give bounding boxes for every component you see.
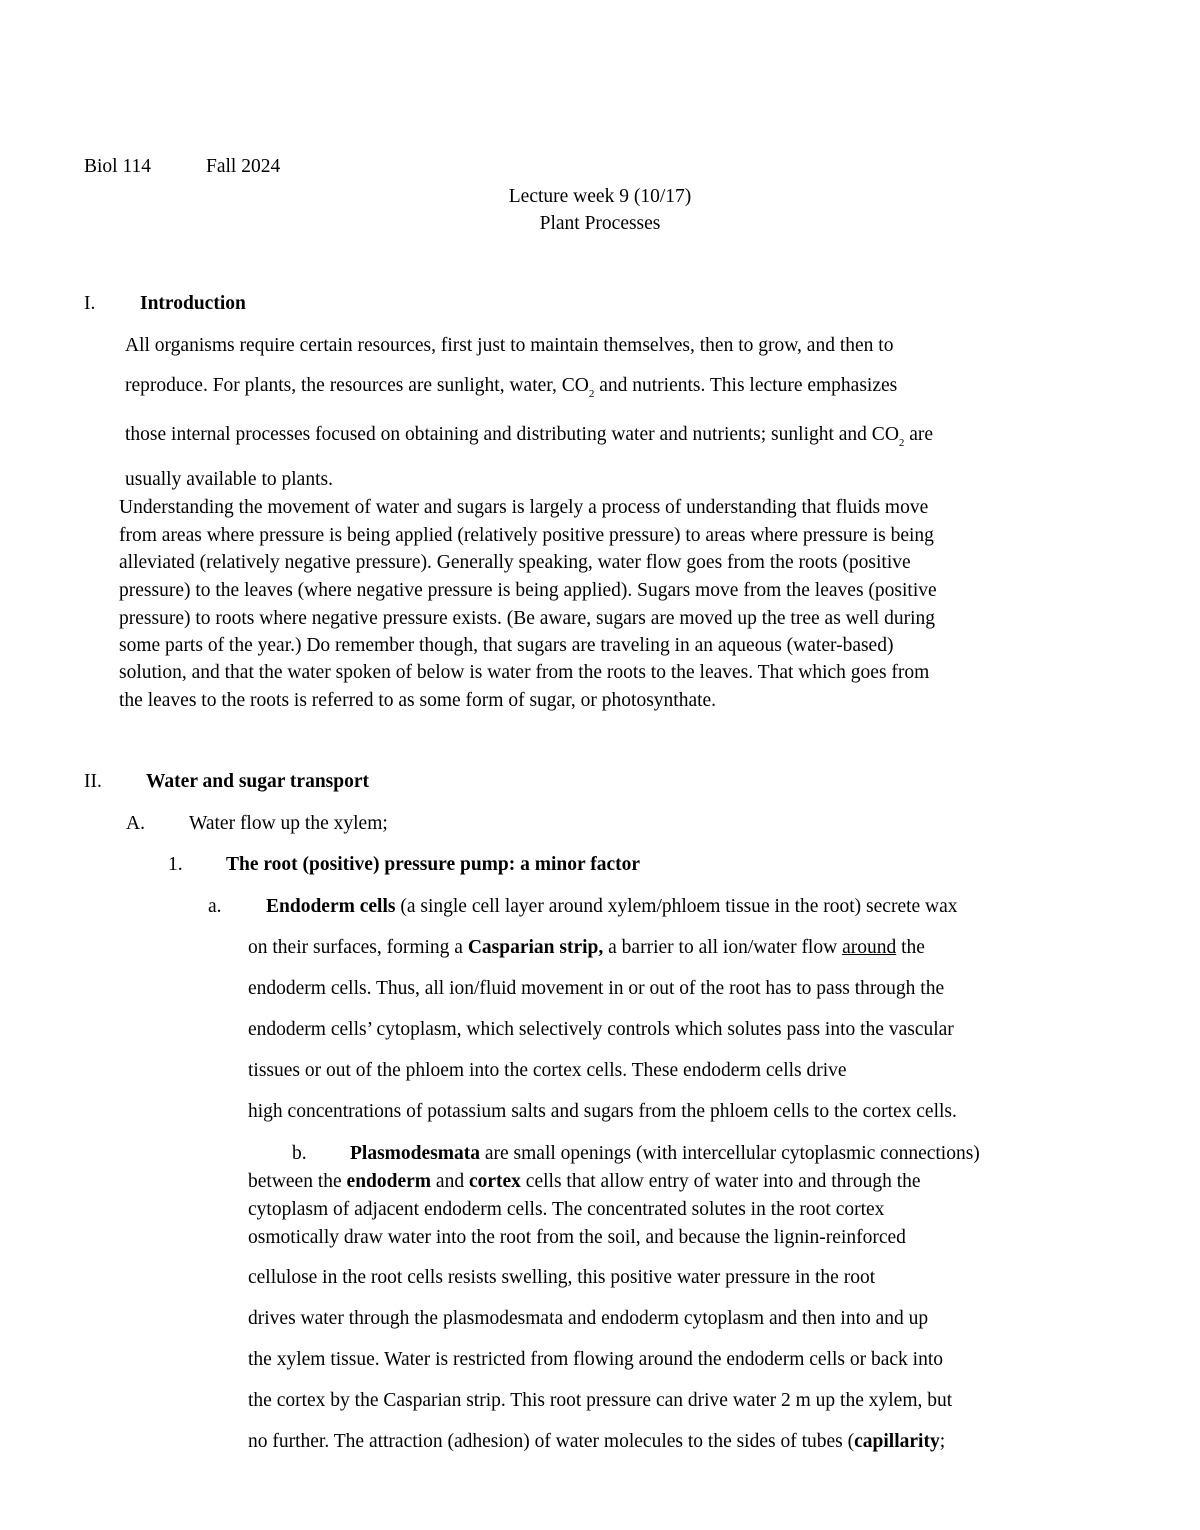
item-1-label: 1. [168, 854, 183, 875]
item-1-heading: The root (positive) pressure pump: a minor factor [226, 854, 640, 875]
item-a-line-2: on their surfaces, forming a Casparian strip, a barrier to all ion/water flow around the [248, 937, 925, 958]
subscript-2: 2 [588, 388, 595, 400]
subsection-a-text: Water flow up the xylem; [189, 813, 388, 834]
section-2-heading: Water and sugar transport [146, 771, 370, 792]
intro-p2-line-7: solution, and that the water spoken of below is water from the roots to the leaves. That which goes from [119, 662, 930, 683]
item-b-line-8: the cortex by the Casparian strip. This root pressure can drive water 2 m up the xylem, but [248, 1390, 953, 1411]
subsection-a-label: A. [126, 813, 145, 834]
underlined-word: around [842, 937, 897, 958]
item-b-line-4: osmotically draw water into the root from the soil, and because the lignin-reinforced [248, 1227, 906, 1248]
item-b-line-6: drives water through the plasmodesmata and endoderm cytoplasm and then into and up [248, 1308, 929, 1329]
item-b-line-9: no further. The attraction (adhesion) of water molecules to the sides of tubes (capillarity; [248, 1431, 946, 1452]
item-a-line-4: endoderm cells’ cytoplasm, which selectively controls which solutes pass into the vascular [248, 1019, 954, 1040]
intro-p2-line-3: alleviated (relatively negative pressure). Generally speaking, water flow goes from the roots (positive [119, 552, 911, 573]
intro-p2-line-6: some parts of the year.) Do remember though, that sugars are traveling in an aqueous (water-based) [119, 635, 894, 656]
course-code: Biol 114 [84, 156, 151, 177]
section-1-numeral: I. [84, 293, 96, 314]
lecture-topic: Plant Processes [539, 213, 661, 234]
item-a-line-6: high concentrations of potassium salts and sugars from the phloem cells to the cortex cells. [248, 1101, 957, 1122]
item-b-line-5: cellulose in the root cells resists swelling, this positive water pressure in the root [248, 1267, 876, 1288]
intro-p2-line-2: from areas where pressure is being applied (relatively positive pressure) to areas where pressure is being [119, 525, 934, 546]
item-b-label: b. [292, 1143, 307, 1164]
section-2-numeral: II. [84, 771, 102, 792]
term: Fall 2024 [206, 156, 281, 177]
term-cortex: cortex [468, 1171, 521, 1192]
intro-line-3: those internal processes focused on obtaining and distributing water and nutrients; sunlight and $CO_2$ are [125, 424, 934, 449]
intro-line-1: All organisms require certain resources, first just to maintain themselves, then to grow, and then to [125, 335, 894, 356]
term-endoderm-cells: Endoderm cells [266, 896, 396, 917]
intro-p2-line-4: pressure) to the leaves (where negative pressure is being applied). Sugars move from the leaves (positive [119, 580, 937, 601]
intro-p2-line-8: the leaves to the roots is referred to as some form of sugar, or photosynthate. [119, 690, 717, 711]
item-b-line-3: cytoplasm of adjacent endoderm cells. The concentrated solutes in the root cortex [248, 1199, 885, 1220]
section-1-heading: Introduction [140, 293, 246, 314]
intro-p2-line-5: pressure) to roots where negative pressure exists. (Be aware, sugars are moved up the tree as well during [119, 608, 936, 629]
item-a-label: a. [208, 896, 222, 917]
intro-line-2: reproduce. For plants, the resources are sunlight, water, $CO_2$ and nutrients. This lecture emphasizes [125, 375, 898, 400]
lecture-title: Lecture week 9 (10/17) [508, 186, 692, 207]
item-b-line-2: between the endoderm and cortex cells that allow entry of water into and through the [248, 1171, 921, 1192]
term-casparian-strip: Casparian strip, [467, 937, 604, 958]
term-endoderm: endoderm [346, 1171, 432, 1192]
term-capillarity: capillarity [854, 1431, 940, 1452]
intro-line-4: usually available to plants. [125, 469, 333, 490]
item-b-line-1: Plasmodesmata are small openings (with intercellular cytoplasmic connections) [350, 1143, 980, 1164]
subscript-2: 2 [898, 437, 905, 449]
item-b-line-7: the xylem tissue. Water is restricted from flowing around the endoderm cells or back into [248, 1349, 944, 1370]
intro-p2-line-1: Understanding the movement of water and sugars is largely a process of understanding that fluids move [119, 497, 929, 518]
item-a-line-5: tissues or out of the phloem into the cortex cells. These endoderm cells drive [248, 1060, 847, 1081]
term-plasmodesmata: Plasmodesmata [350, 1143, 480, 1164]
item-a-line-3: endoderm cells. Thus, all ion/fluid movement in or out of the root has to pass through the [248, 978, 945, 999]
item-a-line-1: Endoderm cells (a single cell layer around xylem/phloem tissue in the root) secrete wax [266, 896, 958, 917]
